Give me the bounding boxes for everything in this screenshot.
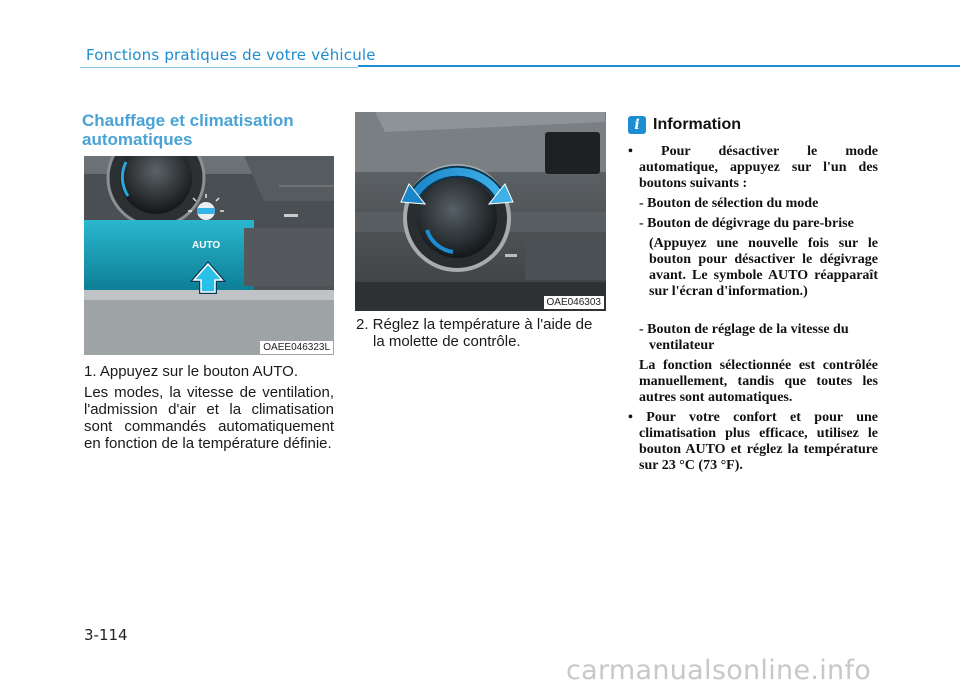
step-1-text: 1. Appuyez sur le bouton AUTO. bbox=[84, 363, 299, 380]
figure-dial-illustration bbox=[355, 112, 606, 311]
step-2-line-2: la molette de contrôle. bbox=[373, 333, 521, 350]
step-2-line-1: 2. Réglez la température à l'aide de bbox=[356, 316, 593, 333]
figure-caption: OAE046303 bbox=[544, 296, 605, 309]
auto-button-label: AUTO bbox=[192, 240, 221, 251]
info-defrost-note: (Appuyez une nouvelle fois sur le bouton pour désactiver le dégivrage avant. Le symbole AUTO réapparaît sur l'écran d'information.) bbox=[649, 236, 878, 299]
info-bullet-2-rest: climatisation plus efficace, utilisez le bouton AUTO et réglez la température sur 23 °C (73 °F). bbox=[639, 426, 878, 473]
info-icon: i bbox=[628, 116, 646, 134]
figure-caption: OAEE046323L bbox=[260, 341, 333, 354]
section-title: Chauffage et climatisation automatiques bbox=[82, 111, 294, 149]
watermark: carmanualsonline.info bbox=[566, 655, 872, 686]
info-dash-fan-line-2: ventilateur bbox=[649, 338, 715, 353]
auto-mode-description: Les modes, la vitesse de ventilation, l'admission d'air et la climatisation sont commandés automatiquement en fonction de la température définie. bbox=[84, 384, 334, 452]
info-dash-fan-line-1: - Bouton de réglage de la vitesse du bbox=[639, 322, 849, 337]
info-title: Information bbox=[653, 116, 741, 133]
header-rule bbox=[358, 65, 960, 67]
info-manual-note: La fonction sélectionnée est contrôlée manuellement, tandis que toutes les autres sont automatiques. bbox=[639, 358, 878, 405]
info-bullet-2-line-1: • Pour votre confort et pour une bbox=[628, 410, 878, 425]
figure-auto-button bbox=[84, 156, 334, 355]
figure-temperature-dial bbox=[355, 112, 606, 311]
figure-auto-illustration bbox=[84, 156, 334, 355]
info-dash-defrost: - Bouton de dégivrage du pare-brise bbox=[639, 216, 854, 231]
info-dash-mode: - Bouton de sélection du mode bbox=[639, 196, 819, 211]
header-title: Fonctions pratiques de votre véhicule bbox=[86, 46, 376, 64]
info-bullet-1-rest: automatique, appuyez sur l'un des boutons suivants : bbox=[639, 160, 878, 191]
page-number: 3-114 bbox=[84, 626, 128, 644]
info-bullet-1-line-1: • Pour désactiver le mode bbox=[628, 144, 878, 159]
header-rule-left bbox=[80, 67, 358, 68]
